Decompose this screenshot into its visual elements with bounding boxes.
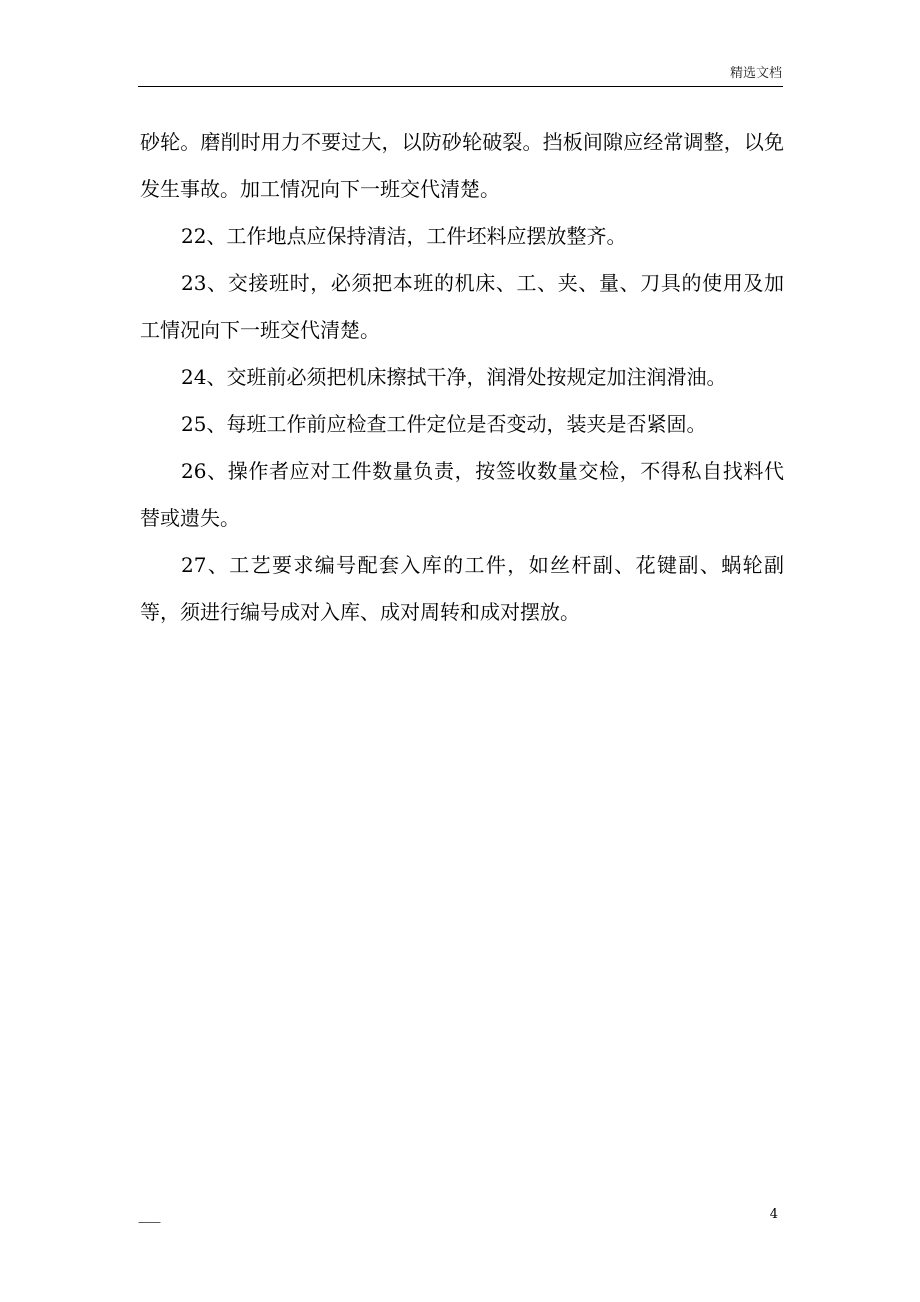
paragraph-item-25: 25、每班工作前应检查工件定位是否变动，装夹是否紧固。 [181, 412, 707, 436]
paragraph-item-27: 27、工艺要求编号配套入库的工件，如丝杆副、花键副、蜗轮副等，须进行编号成对入库、成对周转和成对摆放。 [140, 553, 784, 624]
document-body [140, 119, 784, 636]
paragraph-item-26: 26、操作者应对工件数量负责，按签收数量交检，不得私自找料代替或遗失。 [140, 459, 784, 530]
header-rule [138, 86, 783, 87]
footer-dash: —— [138, 1215, 160, 1229]
paragraph-item-22: 22、工作地点应保持清洁，工件坯料应摆放整齐。 [181, 224, 627, 248]
page-number: 4 [769, 1207, 778, 1222]
paragraph-continuation: 砂轮。磨削时用力不要过大，以防砂轮破裂。挡板间隙应经常调整，以免发生事故。加工情况向下一班交代清楚。 [140, 130, 784, 201]
paragraph-item-24: 24、交班前必须把机床擦拭干净，润滑处按规定加注润滑油。 [181, 365, 727, 389]
header-label: 精选文档 [729, 66, 782, 81]
paragraph-item-23: 23、交接班时，必须把本班的机床、工、夹、量、刀具的使用及加工情况向下一班交代清楚。 [140, 271, 784, 342]
